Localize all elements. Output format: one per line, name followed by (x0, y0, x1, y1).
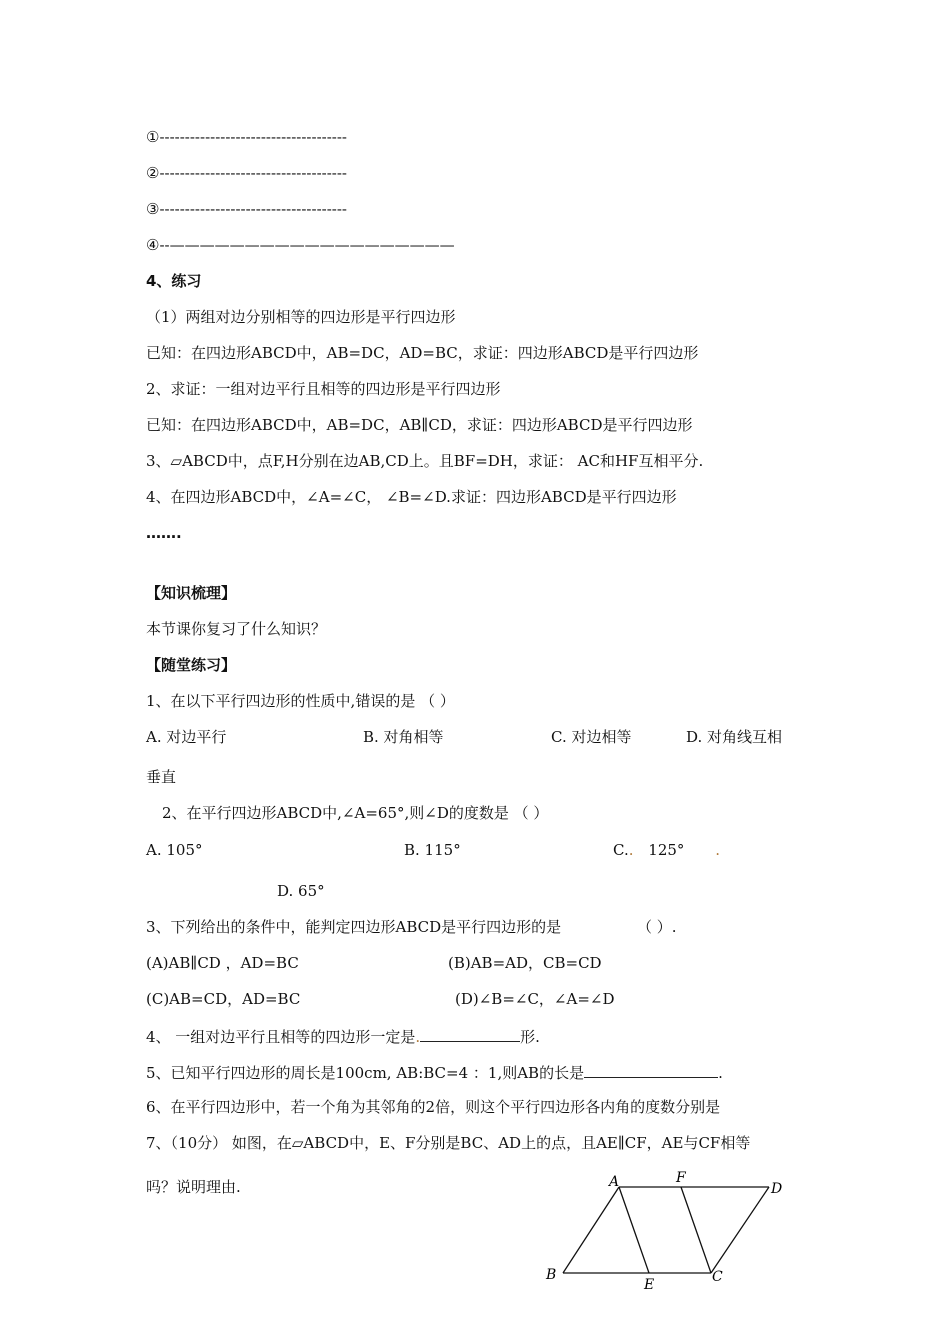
step-4: ④--——————————————————— (146, 236, 455, 254)
q4-blank[interactable] (420, 1025, 520, 1042)
q2-stem: 2、在平行四边形ABCD中,∠A=65°,则∠D的度数是 （ ） (162, 804, 549, 822)
label-b: B (546, 1267, 557, 1283)
q2-option-b: B. 115° (404, 841, 461, 859)
q4-suffix: 形. (520, 1028, 540, 1046)
practice-item-3: 2、求证：一组对边平行且相等的四边形是平行四边形 (146, 380, 501, 398)
q7-line2: 吗？说明理由. (146, 1178, 241, 1196)
exercises-heading: 【随堂练习】 (146, 656, 237, 674)
q3-option-d: (D)∠B=∠C，∠A=∠D (455, 990, 615, 1008)
q4-stem: 4、 一组对边平行且相等的四边形一定是 (146, 1028, 416, 1046)
q7-line1: 7、（10分） 如图，在▱ABCD中，E、F分别是BC、AD上的点，且AE∥CF，AE与CF相等 (146, 1134, 751, 1152)
label-e: E (644, 1277, 655, 1293)
q1-option-b: B. 对角相等 (363, 728, 444, 746)
q1-option-d: D. 对角线互相 (686, 728, 783, 746)
q5 (146, 1061, 723, 1083)
q4: 4、 一组对边平行且相等的四边形一定是. 形. (146, 1025, 540, 1047)
q5-blank[interactable] (584, 1061, 718, 1078)
practice-item-4: 已知：在四边形ABCD中，AB=DC，AB∥CD，求证：四边形ABCD是平行四边形 (146, 416, 693, 434)
step-3: ③------------------------------------- (146, 200, 347, 218)
q3-option-c: (C)AB=CD，AD=BC (146, 990, 301, 1008)
summary-heading: 【知识梳理】 (146, 584, 237, 602)
q5-stem: 5、已知平行四边形的周长是100cm, AB:BC=4 ：1,则AB的长是 (146, 1064, 585, 1082)
label-d: D (771, 1181, 783, 1197)
practice-ellipsis: ……. (146, 524, 182, 542)
q3-stem: 3、下列给出的条件中，能判定四边形ABCD是平行四边形的是 (146, 918, 562, 936)
step-1: ①------------------------------------- (146, 128, 347, 146)
q1-option-a: A. 对边平行 (146, 728, 227, 746)
summary-question: 本节课你复习了什么知识？ (146, 620, 327, 638)
step-2: ②------------------------------------- (146, 164, 347, 182)
q5-suffix: . (718, 1064, 723, 1082)
segment-cd (711, 1187, 769, 1273)
q3-option-b: (B)AB=AD，CB=CD (448, 954, 602, 972)
label-a: A (609, 1174, 620, 1190)
practice-item-2: 已知：在四边形ABCD中，AB=DC，AD=BC，求证：四边形ABCD是平行四边形 (146, 344, 699, 362)
practice-item-6: 4、在四边形ABCD中，∠A=∠C， ∠B=∠D.求证：四边形ABCD是平行四边形 (146, 488, 677, 506)
q1-option-d-cont: 垂直 (146, 768, 177, 786)
q2-option-a: A. 105° (146, 841, 203, 859)
q2-option-d: D. 65° (277, 882, 325, 900)
q3-paren: （ ）. (637, 918, 677, 936)
q2-option-c: C.. 125° . (613, 841, 720, 859)
parallelogram-figure (535, 1165, 795, 1300)
segment-fc (681, 1187, 711, 1273)
q6-stem: 6、在平行四边形中，若一个角为其邻角的2倍，则这个平行四边形各内角的度数分别是 (146, 1098, 721, 1116)
segment-ae (619, 1187, 649, 1273)
practice-heading: 4、练习 (146, 272, 202, 290)
q1-stem: 1、在以下平行四边形的性质中,错误的是 （ ） (146, 692, 455, 710)
q2-option-c-label: C. (613, 841, 629, 859)
practice-item-1: （1）两组对边分别相等的四边形是平行四边形 (146, 308, 456, 326)
q2-option-c-value: 125° (648, 841, 685, 859)
label-c: C (712, 1269, 723, 1285)
practice-item-5: 3、▱ABCD中，点F,H分别在边AB,CD上。且BF=DH，求证： AC和HF互相平分. (146, 452, 704, 470)
segment-ab (563, 1187, 619, 1273)
q1-option-c: C. 对边相等 (551, 728, 632, 746)
q3-option-a: (A)AB∥CD ，AD=BC (146, 954, 299, 972)
label-f: F (676, 1170, 686, 1186)
